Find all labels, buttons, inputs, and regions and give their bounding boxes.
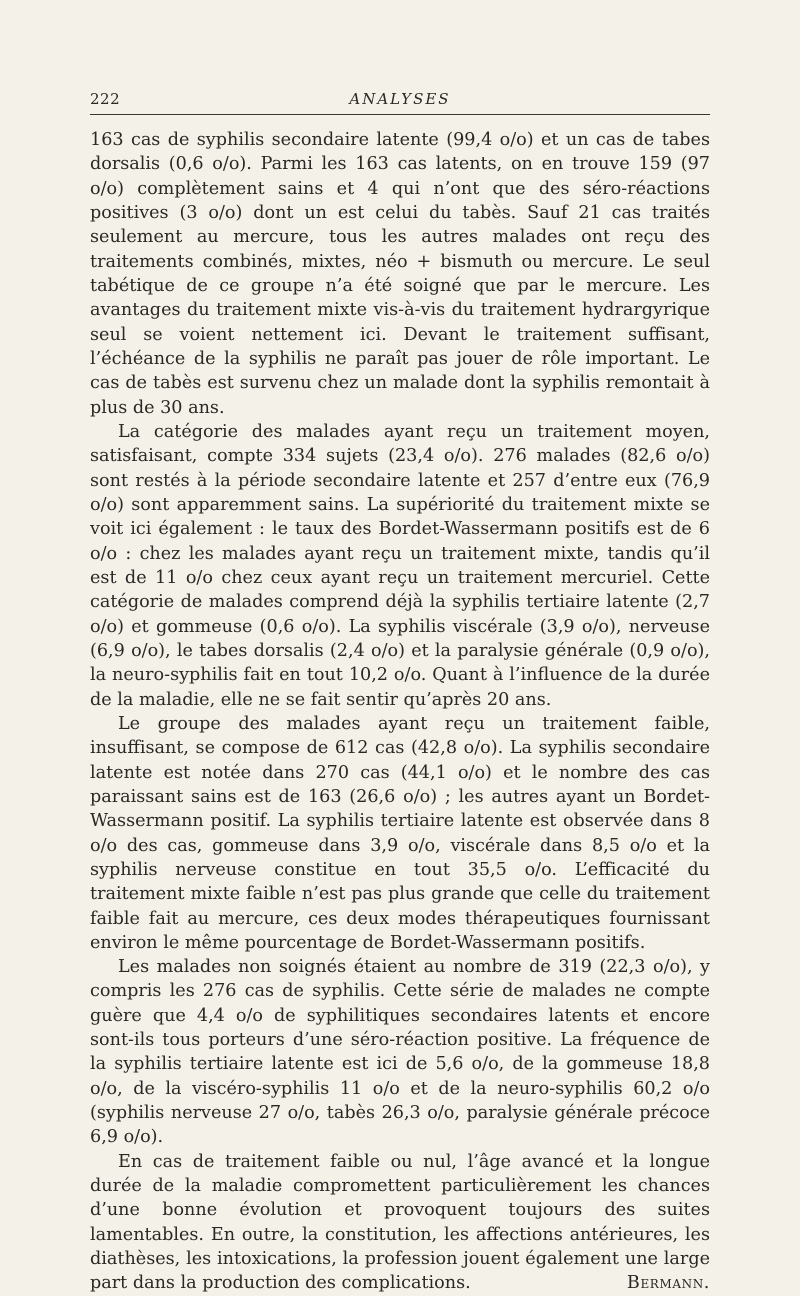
paragraph-2: La catégorie des malades ayant reçu un traitement moyen, satisfaisant, compte 334 sujets (23,4 o/o). 276 malades (82,6 o/o) sont restés à la période secondaire latente et 257 d’entre eux (76,9 o/o) sont apparemment sains. La supériorité du traitement mixte se voit ici également : le taux des Bordet-Wassermann positifs est de 6 o/o : chez les malades ayant reçu un traitement mixte, tandis qu’il est de 11 o/o chez ceux ayant reçu un traitement mercuriel. Cette catégorie de malades comprend déjà la syphilis tertiaire latente (2,7 o/o) et gommeuse (0,6 o/o). La syphilis viscérale (3,9 o/o), nerveuse (6,9 o/o), le tabes dorsalis (2,4 o/o) et la paralysie générale (0,9 o/o), la neuro-syphilis fait en tout 10,2 o/o. Quant à l’influence de la durée de la maladie, elle ne se fait sentir qu’après 20 ans. [90, 421, 710, 710]
running-title: ANALYSES [349, 90, 451, 108]
paragraph-1: 163 cas de syphilis secondaire latente (99,4 o/o) et un cas de tabes dorsalis (0,6 o/o). Parmi les 163 cas latents, on en trouve 159 (97 o/o) complètement sains et 4 qui n’ont que des séro-réactions positives (3 o/o) dont un est celui du tabès. Sauf 21 cas traités seulement au mercure, tous les autres malades ont reçu des traitements combinés, mixtes, néo + bismuth ou mercure. Le seul tabétique de ce groupe n’a été soigné que par le mercure. Les avantages du traitement mixte vis-à-vis du traitement hydrargyrique seul se voient nettement ici. Devant le traitement suffisant, l’échéance de la syphilis ne paraît pas jouer de rôle important. Le cas de tabès est survenu chez un malade dont la syphilis remontait à plus de 30 ans. [90, 130, 710, 418]
paragraph-4: Les malades non soignés étaient au nombre de 319 (22,3 o/o), y compris les 276 cas de syphilis. Cette série de malades ne compte guère que 4,4 o/o de syphilitiques secondaires latents et encore sont-ils tous porteurs d’une séro-réaction positive. La fréquence de la syphilis tertiaire latente est ici de 5,6 o/o, de la gommeuse 18,8 o/o, de la viscéro-syphilis 11 o/o et de la neuro-syphilis 60,2 o/o (syphilis nerveuse 27 o/o, tabès 26,3 o/o, paralysie générale précoce 6,9 o/o). [90, 957, 710, 1148]
author-signature: Bermann. [626, 1273, 710, 1294]
running-header [90, 90, 710, 115]
paragraph-5-text: En cas de traitement faible ou nul, l’âge avancé et la longue durée de la maladie compromettent particulièrement les chances d’une bonne évolution et provoquent toujours des suites lamentables. En outre, la constitution, les affections antérieures, les diathèses, les intoxications, la profession jouent également une large part dans la production des complications. [90, 1151, 710, 1294]
paragraph-3: Le groupe des malades ayant reçu un traitement faible, insuffisant, se compose de 612 cas (42,8 o/o). La syphilis secondaire latente est notée dans 270 cas (44,1 o/o) et le nombre des cas paraissant sains est de 163 (26,6 o/o) ; les autres ayant un Bordet-Wassermann positif. La syphilis tertiaire latente est observée dans 8 o/o des cas, gommeuse dans 3,9 o/o, viscérale dans 8,5 o/o et la syphilis nerveuse constitue en tout 35,5 o/o. L’efficacité du traitement mixte faible n’est pas plus grande que celle du traitement faible fait au mercure, ces deux modes thérapeutiques fournissant environ le même pourcentage de Bordet-Wassermann positifs. [90, 713, 710, 953]
article-body [90, 128, 710, 1296]
page-number: 222 [90, 90, 121, 108]
paragraph-5 [90, 1150, 710, 1296]
